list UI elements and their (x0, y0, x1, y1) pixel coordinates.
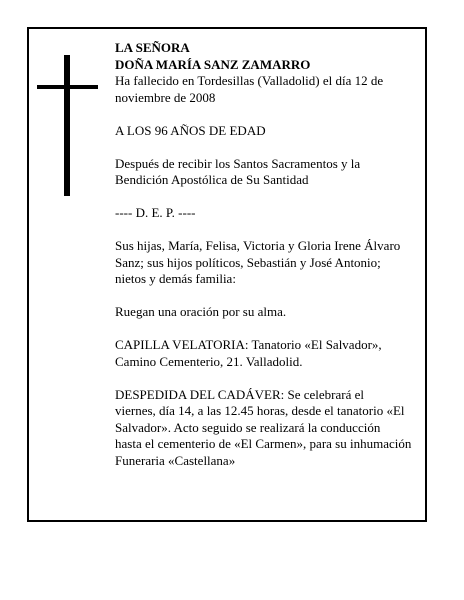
funeral-home-line: Funeraria «Castellana» (115, 452, 236, 468)
age-line: A LOS 96 AÑOS DE EDAD (115, 122, 266, 138)
family-line-3: nietos y demás familia: (115, 271, 236, 286)
farewell-line-4: hasta el cementerio de «El Carmen», para su inhumación (115, 436, 412, 451)
cross-vertical-bar (64, 55, 70, 196)
death-line-2: noviembre de 2008 (115, 89, 216, 105)
chapel-line-2: Camino Cementerio, 21. Valladolid. (115, 353, 303, 369)
death-line-1: Ha fallecido en Tordesillas (Valladolid) el día 12 de (115, 73, 384, 88)
cross-horizontal-bar (37, 85, 98, 89)
title-line-1: LA SEÑORA (115, 40, 190, 55)
rip-line: ---- D. E. P. ---- (115, 205, 196, 220)
deceased-name: DOÑA MARÍA SANZ ZAMARRO (115, 56, 311, 72)
obituary-text (115, 40, 427, 469)
farewell-line-2: viernes, día 14, a las 12.45 horas, desde el tanatorio «El (115, 403, 405, 418)
sacraments-line-2: Bendición Apostólica de Su Santidad (115, 172, 309, 187)
chapel-line-1: CAPILLA VELATORIA: Tanatorio «El Salvador», (115, 337, 382, 352)
family-line-1: Sus hijas, María, Felisa, Victoria y Gloria Irene Álvaro (115, 238, 401, 253)
sacraments-line-1: Después de recibir los Santos Sacramentos y la (115, 155, 361, 171)
farewell-line-1: DESPEDIDA DEL CADÁVER: Se celebrará el (115, 386, 364, 402)
family-line-2: Sanz; sus hijos políticos, Sebastián y José Antonio; (115, 254, 381, 270)
farewell-line-3: Salvador». Acto seguido se realizará la conducción (115, 419, 381, 435)
prayer-line: Ruegan una oración por su alma. (115, 304, 287, 319)
